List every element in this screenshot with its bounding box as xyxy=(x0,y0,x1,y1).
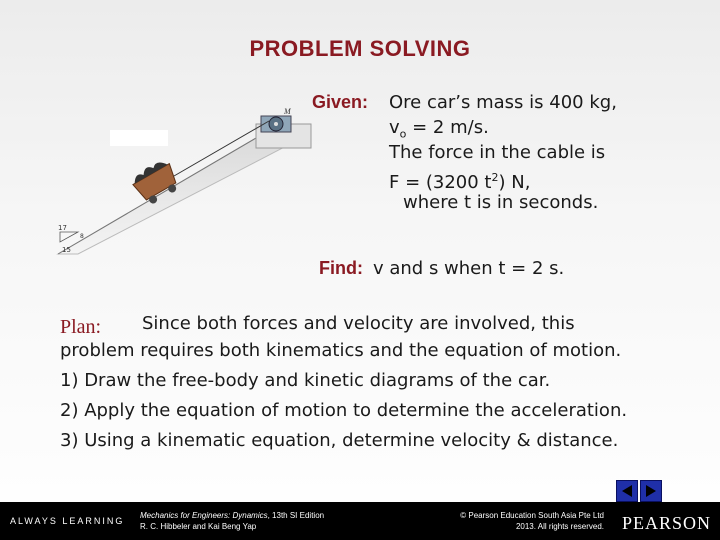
slide-title: PROBLEM SOLVING xyxy=(249,36,471,61)
ore-car-incline-figure xyxy=(48,104,318,274)
pearson-logo: PEARSON xyxy=(622,513,712,533)
given-cable-force-text: The force in the cable is xyxy=(389,142,606,163)
book-citation xyxy=(140,510,324,532)
given-label: Given: xyxy=(312,92,369,112)
given-mass: Ore car’s mass is 400 kg, xyxy=(389,92,617,113)
plan-line-2: problem requires both kinematics and the equation of motion. xyxy=(60,340,622,361)
slope-rise: 17 xyxy=(58,224,67,232)
given-force-equation: F = (3200 $t^2$) N, xyxy=(389,171,531,193)
find-text: v and s when t = 2 s. xyxy=(372,258,565,279)
given-lines xyxy=(389,90,617,215)
motor-label: M xyxy=(284,107,291,116)
next-slide-button[interactable] xyxy=(640,480,662,502)
slope-run: 15 xyxy=(62,246,71,254)
slide-navigation xyxy=(616,480,662,502)
book-edition: , 13th SI Edition xyxy=(267,511,325,520)
find-section xyxy=(319,258,564,279)
always-learning-tagline: ALWAYS LEARNING xyxy=(10,516,125,526)
plan-line-1: Since both forces and velocity are involved, this xyxy=(142,313,575,334)
previous-slide-button[interactable] xyxy=(616,480,638,502)
plan-step-3: 3) Using a kinematic equation, determine velocity & distance. xyxy=(60,430,619,451)
given-velocity: $v_o = 2$ m/s. xyxy=(389,117,489,141)
plan-label: Plan: xyxy=(60,316,102,338)
find-label: Find: xyxy=(319,258,363,278)
arrow-left-icon xyxy=(620,484,634,498)
plan-step-2: 2) Apply the equation of motion to determine the acceleration. xyxy=(60,400,628,421)
slope-mid: 8 xyxy=(80,233,84,240)
plan-step-1: 1) Draw the free-body and kinetic diagrams of the car. xyxy=(60,370,551,391)
footer-bar xyxy=(0,502,720,540)
book-title: Mechanics for Engineers: Dynamics xyxy=(140,511,268,520)
plan-steps xyxy=(60,366,700,456)
arrow-right-icon xyxy=(644,484,658,498)
plan-section xyxy=(60,312,700,456)
given-time-note: where t is in seconds. xyxy=(403,192,599,213)
book-authors: R. C. Hibbeler and Kai Beng Yap xyxy=(140,522,257,531)
copyright-notice: © Pearson Education South Asia Pte Ltd 2013. All rights reserved. xyxy=(460,511,604,531)
